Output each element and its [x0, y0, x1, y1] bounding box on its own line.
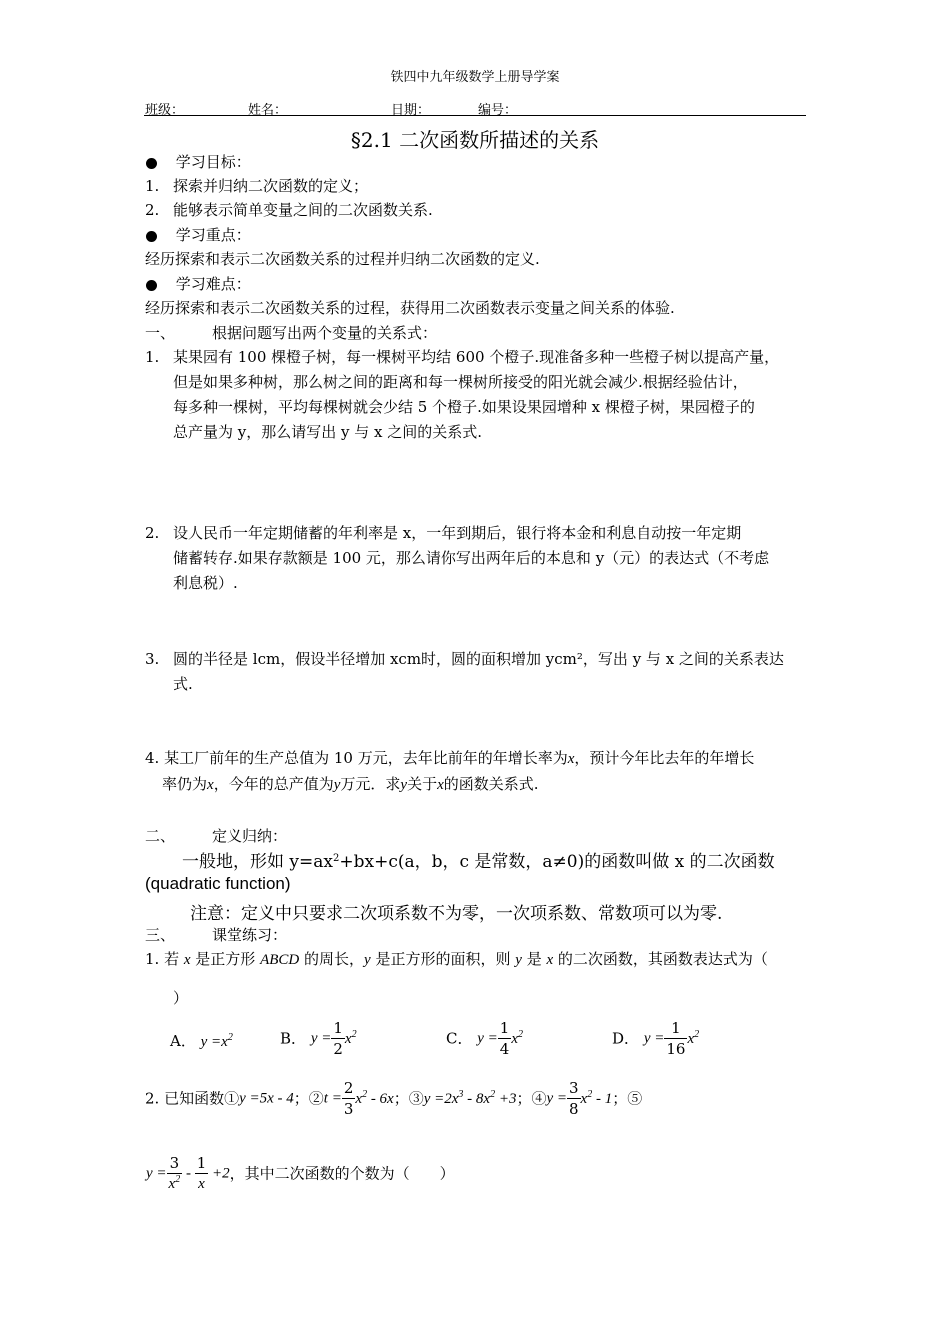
- q2-line: 设人民币一年定期储蓄的年利率是 x，一年到期后，银行将本金和利息自动按一年定期: [173, 524, 742, 542]
- list-item: 1.: [145, 177, 160, 195]
- exercise2-function5: y = $\frac{3}{x^2}$ - $\frac{1}{x}$ +2，其中二次函数的个数为（ ）: [146, 1154, 455, 1192]
- q1-line: 每多种一棵树，平均每棵树就会少结 5 个橙子.如果设果园增种 x 棵橙子树，果园橙子的: [173, 398, 755, 416]
- q2-line: 储蓄转存.如果存款额是 100 元，那么请你写出两年后的本息和 y（元）的表达式（不考虑: [173, 549, 770, 567]
- date-label: 日期：: [391, 103, 431, 118]
- option-c: C． y = $\frac{1}{4}$ $x^2$: [446, 1019, 524, 1058]
- exercise1-close-paren: ）: [173, 989, 189, 1007]
- q1-line: 总产量为 y，那么请写出 y 与 x 之间的关系式.: [173, 423, 483, 441]
- list-item-text: 能够表示简单变量之间的二次函数关系.: [173, 201, 433, 219]
- bullet-icon: [146, 231, 157, 242]
- difficulties-heading: 学习难点：: [175, 275, 251, 293]
- definition-note: 注意：定义中只要求二次项系数不为零，一次项系数、常数项可以为零.: [190, 904, 723, 924]
- keypoints-heading: 学习重点：: [175, 226, 251, 244]
- option-a: A． $y =x^2$: [170, 1032, 233, 1050]
- objectives-heading-row: [146, 151, 251, 173]
- header-divider: [144, 115, 806, 116]
- q1-number: 1.: [145, 348, 160, 366]
- option-d: D． y = $\frac{1}{16}$ $x^2$: [612, 1019, 700, 1058]
- objectives-heading: 学习目标：: [175, 153, 251, 171]
- section2-number: 二、: [145, 827, 176, 845]
- bullet-icon: [146, 158, 157, 169]
- definition-english: (quadratic function): [145, 874, 291, 893]
- keypoints-heading-row: [146, 224, 251, 246]
- definition-text: 一般地，形如 $y=ax^2+bx+c(a$，b，c 是常数，a≠0)的函数叫做 x 的二次函数: [182, 852, 775, 872]
- section3-number: 三、: [145, 926, 176, 944]
- class-label: 班级：: [145, 103, 185, 118]
- school-header: 铁四中九年级数学上册导学案: [390, 70, 560, 85]
- q1-line: 但是如果多种树，那么树之间的距离和每一棵树所接受的阳光就会减少.根据经验估计，: [173, 373, 748, 391]
- q3-line: 圆的半径是 lcm，假设半径增加 xcm时，圆的面积增加 ycm²，写出 y 与 x 之间的关系表达: [173, 650, 784, 668]
- option-b: B． y = $\frac{1}{2}$ $x^2$: [280, 1019, 357, 1058]
- number-label: 编号：: [478, 103, 518, 118]
- keypoints-text: 经历探索和表示二次函数关系的过程并归纳二次函数的定义.: [145, 250, 540, 268]
- difficulties-heading-row: [146, 273, 251, 295]
- list-item: 2.: [145, 201, 160, 219]
- q2-line: 利息税）.: [173, 574, 238, 592]
- q3-line: 式.: [173, 675, 193, 693]
- section1-number: 一、: [145, 324, 176, 342]
- exercise2-question: 2. 已知函数①y =5x - 4；②t = $\frac{2}{3}$ $x^2 - 6x$；③y $=2x^3 - 8x^2 +3$；④y = $\frac{3}{8}$ $x^2 - 1$；⑤: [145, 1079, 643, 1118]
- q1-line: 某果园有 100 棵橙子树，每一棵树平均结 600 个橙子.现准备多种一些橙子树以提高产量，: [173, 348, 780, 366]
- section3-heading: 课堂练习：: [212, 926, 288, 944]
- bullet-icon: [146, 280, 157, 291]
- q3-number: 3.: [145, 650, 160, 668]
- name-label: 姓名：: [248, 103, 288, 118]
- difficulties-text: 经历探索和表示二次函数关系的过程，获得用二次函数表示变量之间关系的体验.: [145, 299, 675, 317]
- q4-line1: 4. 某工厂前年的生产总值为 10 万元，去年比前年的年增长率为x，预计今年比去年的年增长: [145, 749, 755, 767]
- exercise1-question: 1. 若 x 是正方形 ABCD 的周长，y 是正方形的面积，则 y 是 x 的二次函数，其函数表达式为（: [145, 950, 768, 968]
- q4-line2: 率仍为x，今年的总产值为y万元．求y关于x的函数关系式.: [162, 775, 539, 793]
- page-title: §2.1 二次函数所描述的关系: [350, 128, 600, 152]
- section2-heading: 定义归纳：: [212, 827, 288, 845]
- q2-number: 2.: [145, 524, 160, 542]
- section1-heading: 根据问题写出两个变量的关系式：: [212, 324, 438, 342]
- list-item-text: 探索并归纳二次函数的定义；: [173, 177, 369, 195]
